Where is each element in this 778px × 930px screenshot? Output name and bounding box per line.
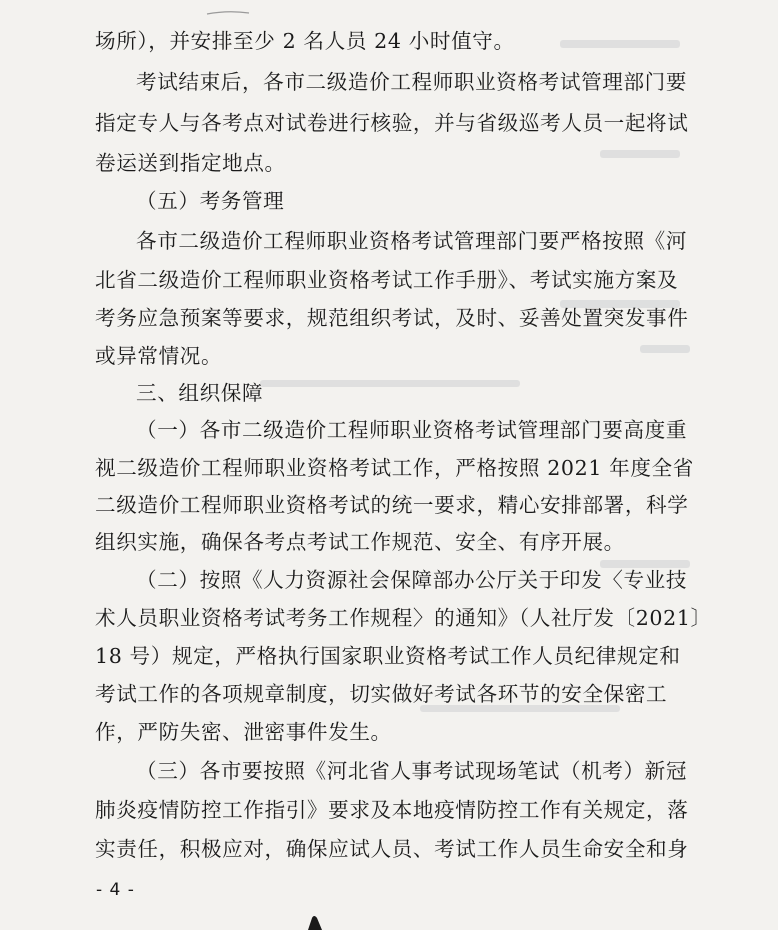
text-line: 卷运送到指定地点。 <box>95 151 286 175</box>
section-heading: （五）考务管理 <box>136 189 285 213</box>
text-line: 术人员职业资格考试考务工作规程〉的通知》（人社厅发〔2021〕 <box>95 606 712 630</box>
text-line: 组织实施，确保各考点考试工作规范、安全、有序开展。 <box>95 530 625 554</box>
text-line: 肺炎疫情防控工作指引》要求及本地疫情防控工作有关规定，落 <box>95 798 689 822</box>
text-line: 考试结束后，各市二级造价工程师职业资格考试管理部门要 <box>136 70 688 94</box>
text-line: 实责任，积极应对，确保应试人员、考试工作人员生命安全和身 <box>95 837 689 861</box>
text-line: 指定专人与各考点对试卷进行核验，并与省级巡考人员一起将试 <box>95 111 689 135</box>
text-line: （三）各市要按照《河北省人事考试现场笔试（机考）新冠 <box>136 759 688 783</box>
text-line: 考试工作的各项规章制度，切实做好考试各环节的安全保密工 <box>95 682 668 706</box>
text-line: 视二级造价工程师职业资格考试工作，严格按照 2021 年度全省 <box>95 456 694 480</box>
section-heading: 三、组织保障 <box>136 381 264 405</box>
text-line: 场所），并安排至少 2 名人员 24 小时值守。 <box>95 29 515 53</box>
ink-blot <box>300 912 328 930</box>
text-line: 或异常情况。 <box>95 344 223 368</box>
text-line: 考务应急预案等要求，规范组织考试，及时、妥善处置突发事件 <box>95 306 689 330</box>
scan-mark <box>206 10 250 16</box>
text-line: 二级造价工程师职业资格考试的统一要求，精心安排部署，科学 <box>95 493 689 517</box>
text-line: 作，严防失密、泄密事件发生。 <box>95 720 392 744</box>
text-line: 北省二级造价工程师职业资格考试工作手册》、考试实施方案及 <box>95 268 679 292</box>
page-number: - 4 - <box>96 880 135 900</box>
text-line: 各市二级造价工程师职业资格考试管理部门要严格按照《河 <box>136 229 688 253</box>
text-line: （一）各市二级造价工程师职业资格考试管理部门要高度重 <box>136 418 688 442</box>
text-line: （二）按照《人力资源社会保障部办公厅关于印发〈专业技 <box>136 568 688 592</box>
text-line: 18 号）规定，严格执行国家职业资格考试工作人员纪律规定和 <box>95 644 681 668</box>
